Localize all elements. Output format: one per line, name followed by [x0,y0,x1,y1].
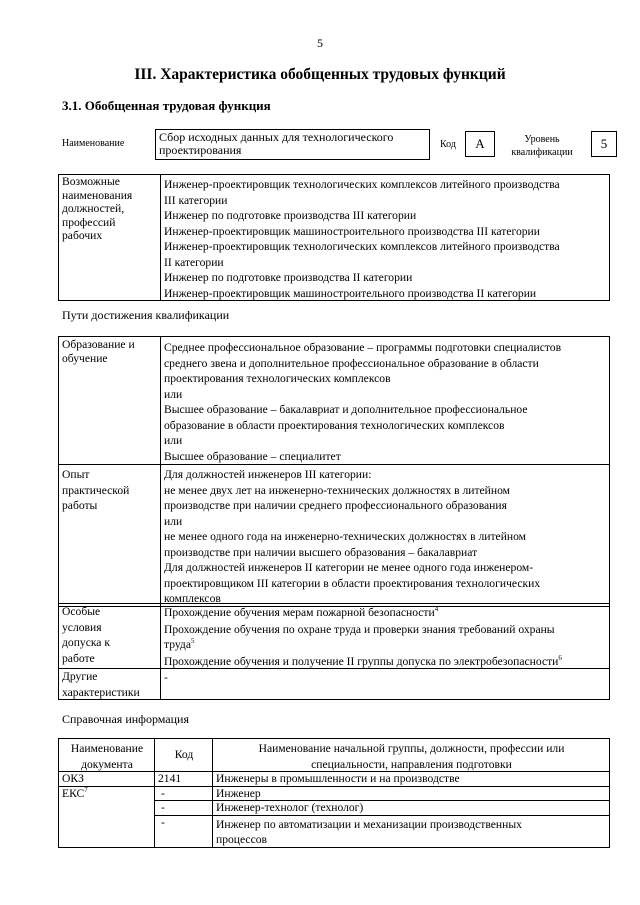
footnote-ref: 7 [84,785,88,794]
ref-head-doc-line: документа [81,757,133,771]
experience-line: не менее двух лет на инженерно-технических должностях в литейном [164,483,510,497]
ref-name-line: процессов [216,833,268,846]
ref-code-cell: - [155,801,213,816]
conditions-label-line: допуска к [62,636,110,649]
position-line: Инженер по подготовке производства III категории [164,209,417,222]
footnote-ref: 4 [434,605,439,614]
positions-table [58,174,610,301]
other-value: - [161,669,610,700]
qualification-table [58,336,610,607]
position-line: Инженер по подготовке производства II категории [164,271,413,284]
education-line: или [164,434,183,447]
conditions-label-line: Особые [62,605,101,618]
ref-code-cell: - [155,815,213,847]
section-title: III. Характеристика обобщенных трудовых функций [134,66,506,83]
position-line: Инженер-проектировщик технологических комплексов литейного производства [164,178,560,191]
table-row [59,786,610,801]
table-row [59,772,610,787]
education-line: проектирования технологических комплексов [164,372,391,385]
education-label [59,337,161,465]
ref-head-code: Код [155,739,213,772]
conditions-label-line: работе [62,651,95,665]
ref-code-cell: - [155,786,213,801]
conditions-label [59,604,161,669]
name-label: Наименование [62,138,125,149]
ref-name-cell [213,815,610,847]
ref-code-cell: 2141 [155,772,213,787]
ref-head-name-line: специальности, направления подготовки [311,757,512,771]
ref-name-cell: Инженеры в промышленности и на производстве [213,772,610,787]
ref-name-line: Инженер по автоматизации и механизации производственных [216,817,522,831]
footnote-ref: 6 [558,653,562,662]
education-label-line: Образование и [62,338,135,351]
name-value-line: Сбор исходных данных для технологического [159,130,394,144]
ref-name-line: Инженер [216,786,261,800]
code-label: Код [440,139,456,150]
qualification-paths-caption: Пути достижения квалификации [62,308,230,322]
ref-name-cell [213,801,610,816]
experience-value [161,465,610,607]
condition-line [164,655,607,669]
condition-text: труда [164,638,191,651]
reference-table [58,738,610,848]
experience-line: комплексов [164,592,221,605]
education-line: Среднее профессиональное образование – программы подготовки специалистов [164,341,562,354]
education-line: Высшее образование – специалитет [164,449,341,463]
name-value-line: проектирования [159,143,242,157]
level-value: 5 [591,131,617,157]
condition-line [164,638,607,652]
experience-line: или [164,514,183,528]
experience-label-line: работы [62,499,98,512]
positions-label-line: Возможные [62,175,120,188]
subsection-title: 3.1. Обобщенная трудовая функция [62,98,271,113]
positions-label-line: наименования [62,188,133,202]
condition-line [164,606,607,620]
experience-line: производстве при наличии среднего профессионального образования [164,499,507,512]
positions-label [59,175,161,301]
level-label-line: квалификации [511,147,573,158]
education-line: или [164,387,183,401]
ref-head-doc [59,739,155,772]
position-line: III категории [164,193,228,207]
education-label-line: обучение [62,351,108,365]
name-value-box [155,129,430,160]
ref-head-name [213,739,610,772]
positions-label-line: рабочих [62,229,103,242]
education-line: образование в области проектирования технологических комплексов [164,418,505,432]
experience-line: не менее одного года на инженерно-технических должностях в литейном [164,530,527,543]
ref-name-cell [213,786,610,801]
other-label-line: Другие [62,670,98,683]
positions-value [161,175,610,301]
experience-label-line: Опыт [62,468,90,481]
experience-label [59,465,161,607]
reference-caption: Справочная информация [62,712,189,726]
experience-line: Для должностей инженеров II категории не менее одного года инженером- [164,561,534,574]
education-value [161,337,610,465]
ref-doc-text: ЕКС [62,786,85,800]
position-line: Инженер-проектировщик технологических комплексов литейного производства [164,240,560,253]
position-line: II категории [164,255,224,269]
conditions-table [58,603,610,700]
level-label [502,133,582,159]
experience-line: проектировщиком III категории в области проектирования технологических [164,576,541,590]
condition-line: Прохождение обучения по охране труда и проверки знания требований охраны [164,622,555,636]
level-label-line: Уровень [524,134,560,145]
experience-line: производстве при наличии высшего образования – бакалавриат [164,545,478,559]
code-value: A [465,131,495,157]
ref-head-doc-line: Наименование [70,742,144,755]
education-line: Высшее образование – бакалавриат и дополнительное профессиональное [164,403,528,416]
footnote-ref: 5 [190,637,195,646]
position-line: Инженер-проектировщик машиностроительного производства II категории [164,286,537,300]
education-line: среднего звена и дополнительное профессиональное образование в области [164,356,539,370]
experience-label-line: практической [62,483,130,497]
conditions-value [161,604,610,669]
ref-head-name-line: Наименование начальной группы, должности, профессии или [258,742,565,755]
conditions-label-line: условия [62,620,102,634]
condition-text: Прохождение обучения мерам пожарной безопасности [164,606,435,619]
positions-label-line: профессий [62,215,116,229]
position-line: Инженер-проектировщик машиностроительного производства III категории [164,224,540,238]
other-label-line: характеристики [62,685,140,699]
experience-line: Для должностей инженеров III категории: [164,468,372,481]
ref-doc-cell [59,786,155,847]
ref-doc-cell: ОКЗ [59,772,155,787]
condition-text: Прохождение обучения и получение II группы допуска по электробезопасности [164,654,559,668]
positions-label-line: должностей, [62,202,125,215]
page-number: 5 [317,36,323,50]
ref-name-line: Инженер-технолог (технолог) [216,801,364,814]
other-label [59,669,161,700]
